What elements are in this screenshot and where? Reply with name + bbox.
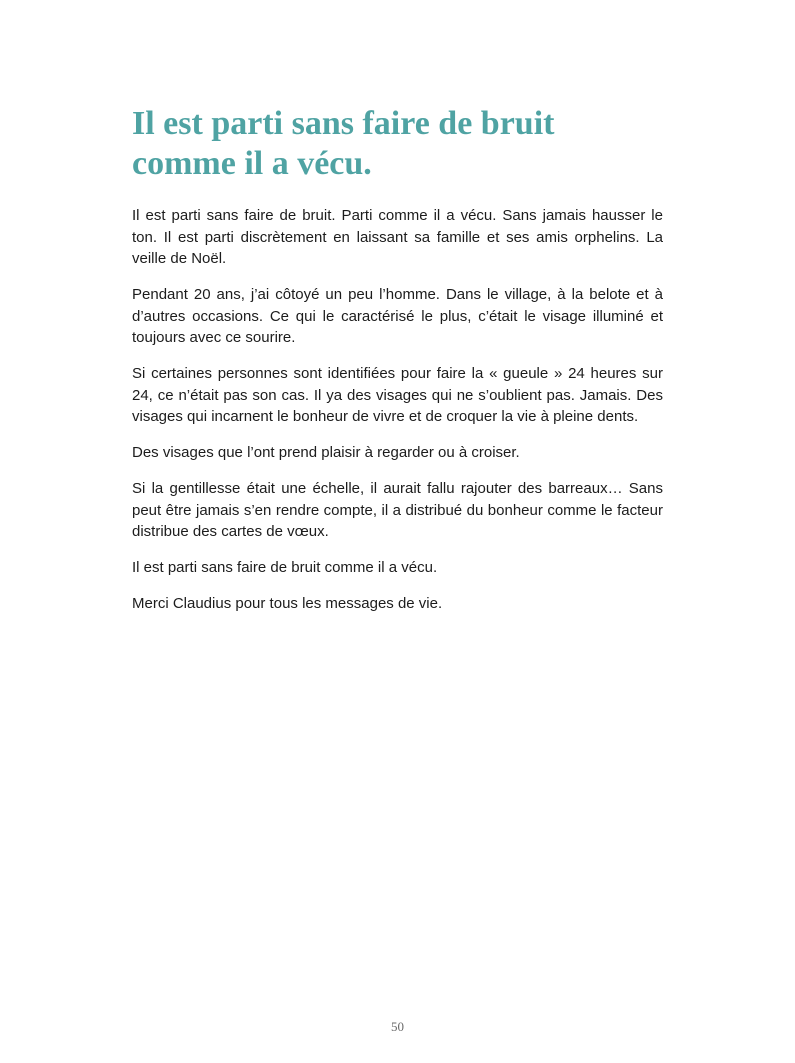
paragraph: Pendant 20 ans, j’ai côtoyé un peu l’homme. Dans le village, à la belote et à d’autres occasions. Ce qui le caractérisé le plus, c’était le visage illuminé et toujours avec ce sourire. (132, 286, 663, 346)
paragraph: Si la gentillesse était une échelle, il aurait fallu rajouter des barreaux… Sans peut être jamais s’en rendre compte, il a distribué du bonheur comme le facteur distribue des cartes de vœux. (132, 480, 663, 540)
page-number: 50 (391, 1019, 404, 1034)
article-body (132, 205, 663, 629)
page-title-line-1: Il est parti sans faire de bruit (132, 105, 555, 142)
paragraph: Merci Claudius pour tous les messages de vie. (132, 595, 443, 612)
paragraph: Il est parti sans faire de bruit. Parti comme il a vécu. Sans jamais hausser le ton. Il est parti discrètement en laissant sa famille et ses amis orphelins. La veille de Noël. (132, 207, 663, 267)
page-title (132, 104, 692, 184)
paragraph: Des visages que l’ont prend plaisir à regarder ou à croiser. (132, 444, 520, 461)
page-title-line-2: comme il a vécu. (132, 145, 372, 182)
paragraph: Il est parti sans faire de bruit comme il a vécu. (132, 559, 438, 576)
paragraph: Si certaines personnes sont identifiées pour faire la « gueule » 24 heures sur 24, ce n’était pas son cas. Il ya des visages qui ne s’oublient pas. Jamais. Des visages qui incarnent le bonheur de vivre et de croquer la vie à pleine dents. (132, 365, 663, 425)
